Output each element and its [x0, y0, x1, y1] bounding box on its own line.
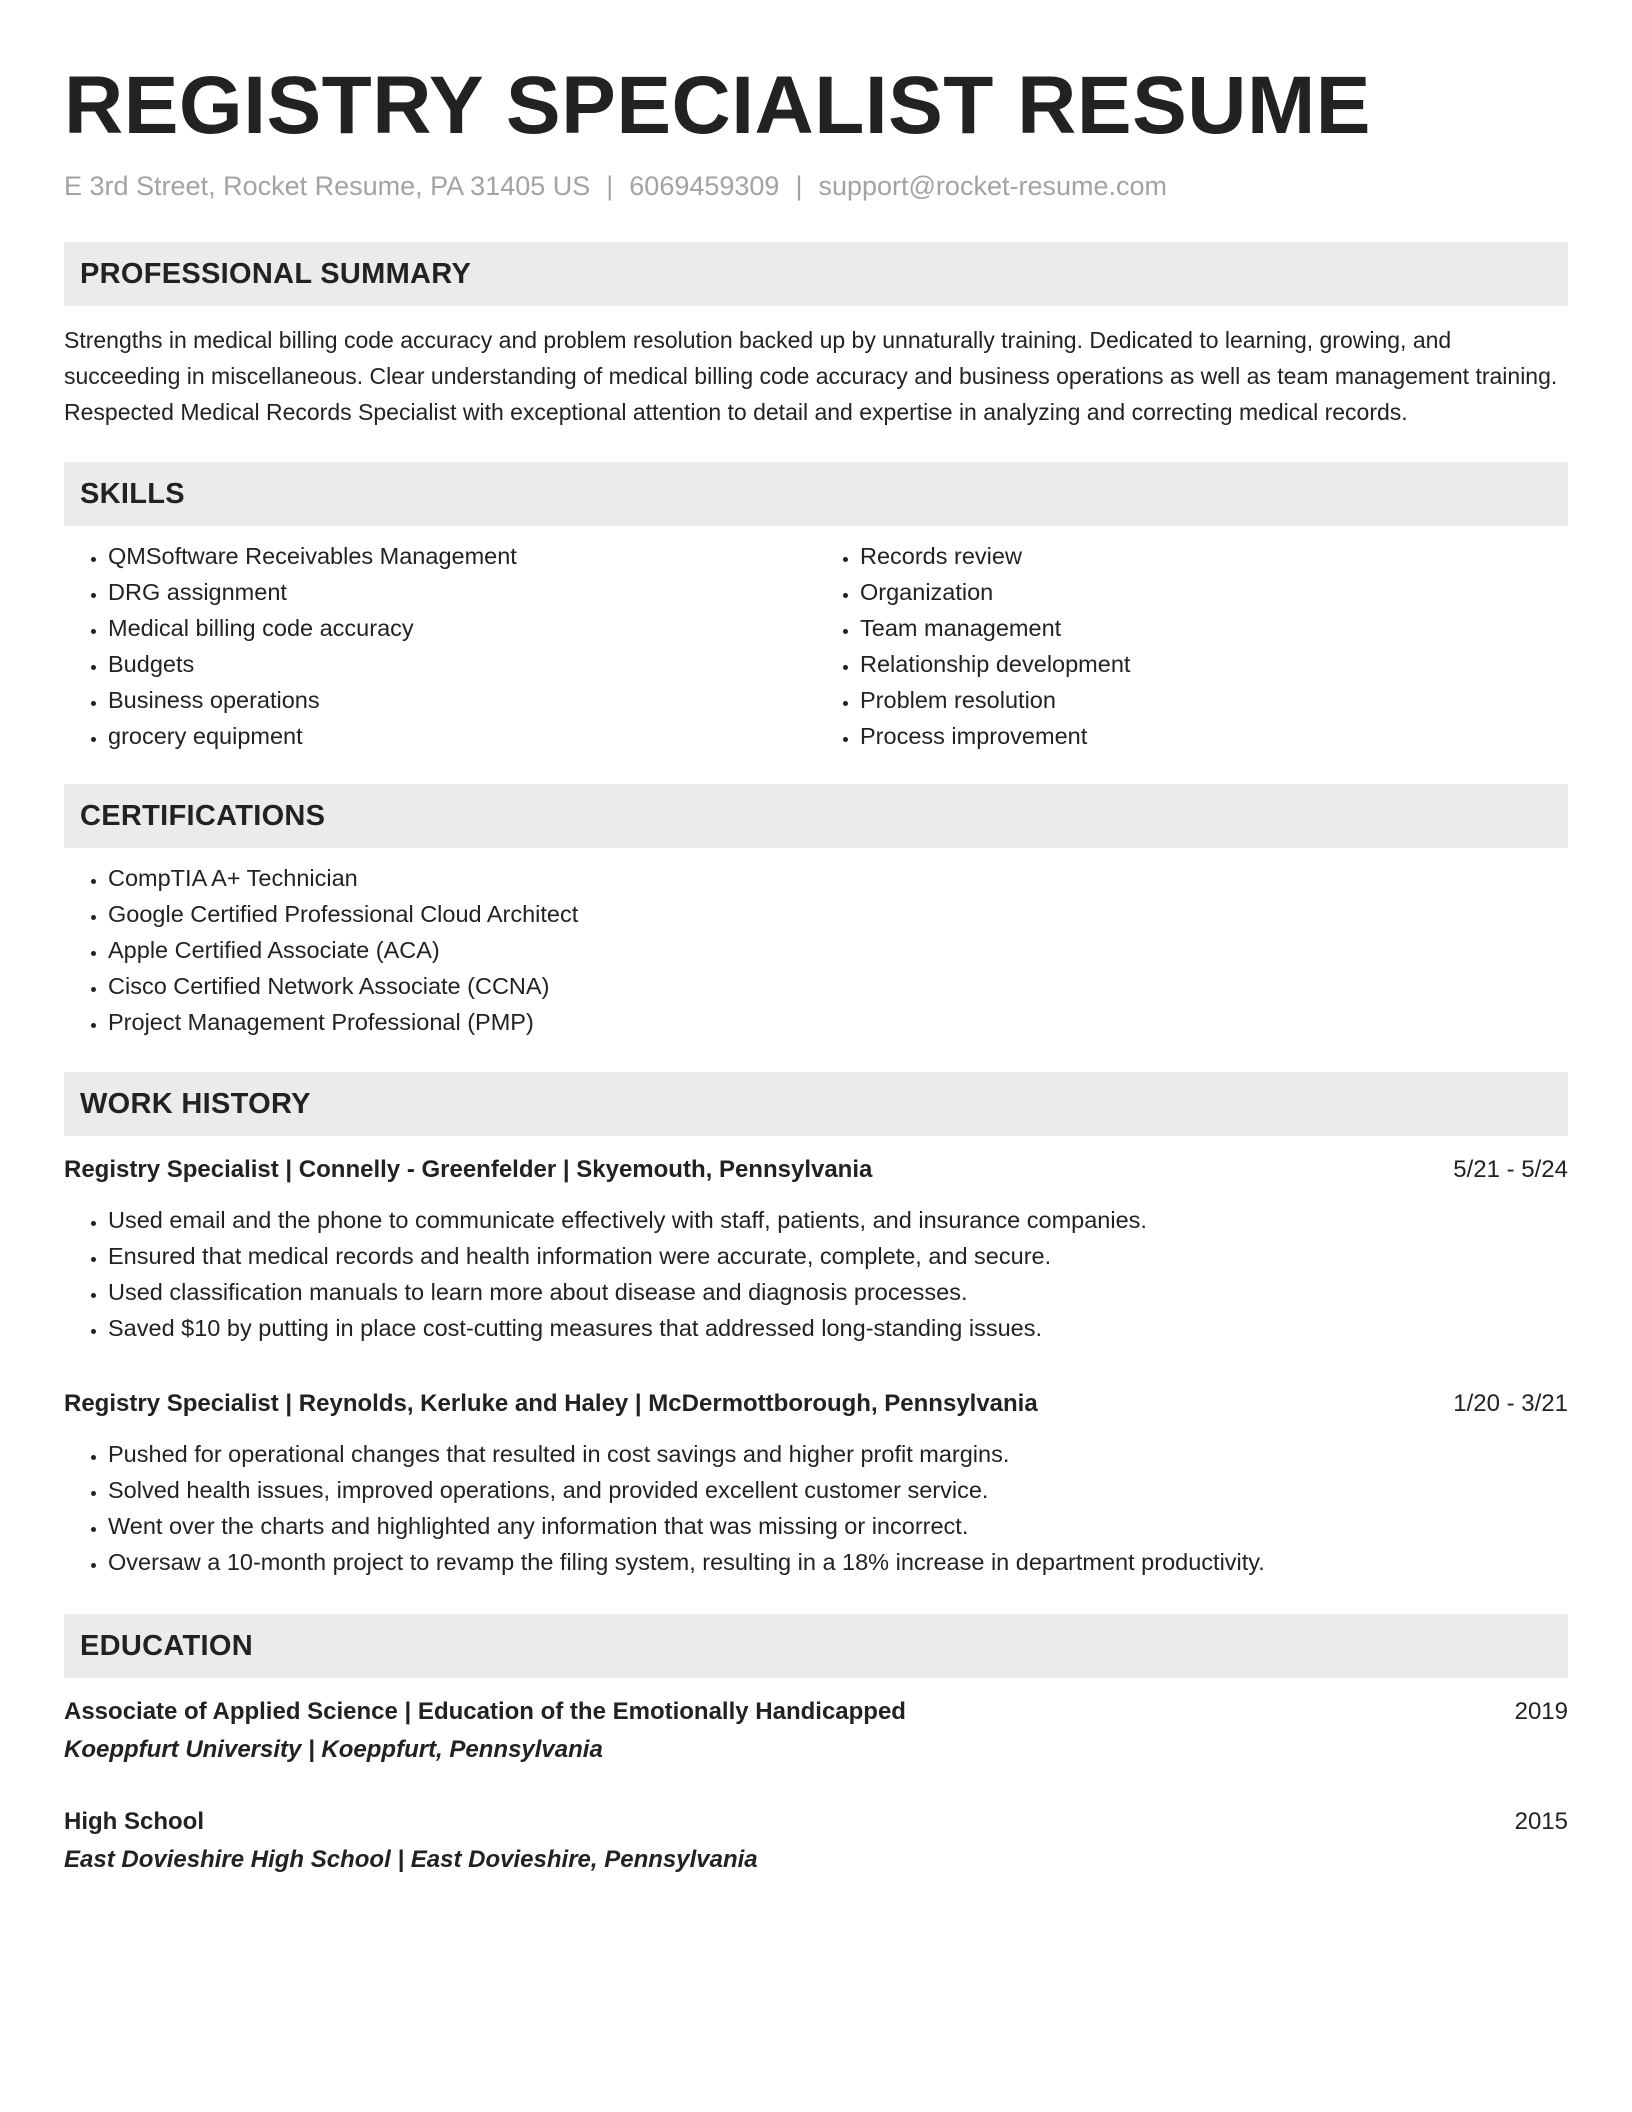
- skill-item: • DRG assignment: [108, 574, 816, 610]
- contact-email: support@rocket-resume.com: [818, 171, 1167, 201]
- education-header: [64, 1694, 1568, 1730]
- job-bullet: • Went over the charts and highlighted any information that was missing or incorrect.: [108, 1508, 1568, 1544]
- section-header-education: EDUCATION: [64, 1614, 1568, 1678]
- job-bullet: • Pushed for operational changes that resulted in cost savings and higher profit margins.: [108, 1436, 1568, 1472]
- skill-item: • QMSoftware Receivables Management: [108, 538, 816, 574]
- job-bullets: [64, 1436, 1568, 1580]
- education-year: 2015: [1514, 1808, 1568, 1835]
- education-degree: High School: [64, 1808, 204, 1835]
- job-header: [64, 1386, 1568, 1422]
- skill-item: • Records review: [860, 538, 1568, 574]
- section-header-summary: PROFESSIONAL SUMMARY: [64, 242, 1568, 306]
- section-header-certifications: CERTIFICATIONS: [64, 784, 1568, 848]
- job-bullet: • Oversaw a 10-month project to revamp the filing system, resulting in a 18% increase in department productivity.: [108, 1544, 1568, 1580]
- skills-list: [64, 538, 1568, 754]
- contact-separator: |: [795, 171, 803, 201]
- certification-item: • Google Certified Professional Cloud Architect: [108, 896, 1568, 932]
- skill-item: • Budgets: [108, 646, 816, 682]
- education-school: East Dovieshire High School | East Dovieshire, Pennsylvania: [64, 1846, 758, 1873]
- job-bullets: [64, 1202, 1568, 1346]
- certifications-list: [64, 860, 1568, 1040]
- job-bullet: • Used classification manuals to learn more about disease and diagnosis processes.: [108, 1274, 1568, 1310]
- education-header: [64, 1804, 1568, 1840]
- skill-item: • Organization: [860, 574, 1568, 610]
- job-header: [64, 1152, 1568, 1188]
- education-school: Koeppfurt University | Koeppfurt, Pennsylvania: [64, 1736, 603, 1763]
- skill-item: • Process improvement: [860, 718, 1568, 754]
- skill-item: • Medical billing code accuracy: [108, 610, 816, 646]
- education-degree: Associate of Applied Science | Education of the Emotionally Handicapped: [64, 1698, 906, 1725]
- skill-item: • Relationship development: [860, 646, 1568, 682]
- job-dates: 1/20 - 3/21: [1453, 1390, 1568, 1417]
- job-dates: 5/21 - 5/24: [1453, 1156, 1568, 1183]
- job-bullet: • Saved $10 by putting in place cost-cutting measures that addressed long-standing issues.: [108, 1310, 1568, 1346]
- contact-line: [64, 168, 1568, 204]
- skills-column-left: [64, 538, 816, 754]
- education-entry: [64, 1694, 1568, 1768]
- skills-column-right: [816, 538, 1568, 754]
- job-bullet: • Used email and the phone to communicate effectively with staff, patients, and insurance companies.: [108, 1202, 1568, 1238]
- contact-address: E 3rd Street, Rocket Resume, PA 31405 US: [64, 171, 591, 201]
- job-entry: [64, 1152, 1568, 1346]
- section-header-skills: SKILLS: [64, 462, 1568, 526]
- skill-item: • Business operations: [108, 682, 816, 718]
- job-entry: [64, 1386, 1568, 1580]
- skill-item: • Problem resolution: [860, 682, 1568, 718]
- certification-item: • Cisco Certified Network Associate (CCNA): [108, 968, 1568, 1004]
- job-bullet: • Ensured that medical records and health information were accurate, complete, and secure.: [108, 1238, 1568, 1274]
- resume-title: REGISTRY SPECIALIST RESUME: [64, 60, 1371, 151]
- certification-item: • Apple Certified Associate (ACA): [108, 932, 1568, 968]
- section-header-work-history: WORK HISTORY: [64, 1072, 1568, 1136]
- certification-item: • CompTIA A+ Technician: [108, 860, 1568, 896]
- summary-text: Strengths in medical billing code accuracy and problem resolution backed up by unnaturally training. Dedicated to learning, growing, and succeeding in miscellaneous. Clear understanding of medical billing code accuracy and business operations as well as team management training. Respected Medical Records Specialist with exceptional attention to detail and expertise in analyzing and correcting medical records.: [64, 327, 1558, 425]
- job-bullet: • Solved health issues, improved operations, and provided excellent customer service.: [108, 1472, 1568, 1508]
- contact-separator: |: [606, 171, 614, 201]
- certification-item: • Project Management Professional (PMP): [108, 1004, 1568, 1040]
- education-entry: [64, 1804, 1568, 1878]
- education-year: 2019: [1514, 1698, 1568, 1725]
- skill-item: • grocery equipment: [108, 718, 816, 754]
- job-title: Registry Specialist | Connelly - Greenfelder | Skyemouth, Pennsylvania: [64, 1156, 873, 1183]
- skill-item: • Team management: [860, 610, 1568, 646]
- contact-phone: 6069459309: [629, 171, 780, 201]
- job-title: Registry Specialist | Reynolds, Kerluke and Haley | McDermottborough, Pennsylvania: [64, 1390, 1038, 1417]
